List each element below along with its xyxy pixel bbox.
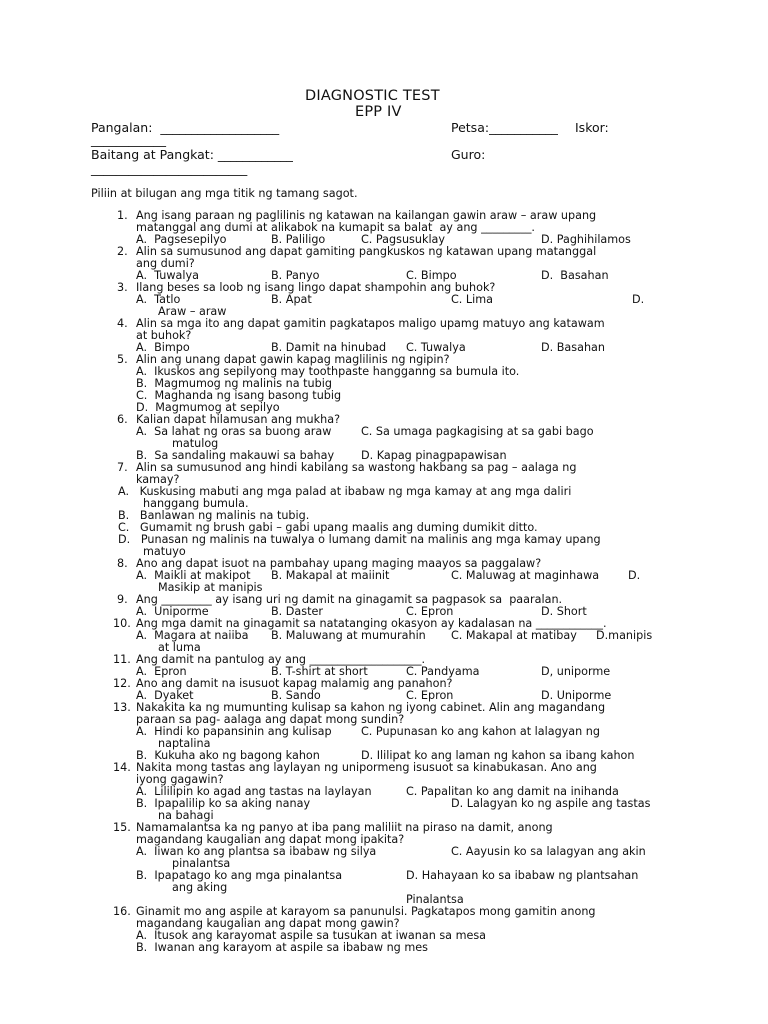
iskor-label: Iskor:	[575, 120, 609, 135]
question-number: 15.	[113, 821, 131, 834]
choice-b: B. Apat	[271, 293, 312, 306]
question-number: 2.	[117, 245, 128, 258]
question-text: Alin sa sumusunod ang hindi kabilang sa wastong hakbang sa pag – aalaga ng	[136, 461, 577, 474]
question-text: Ano ang damit na isusuot kapag malamig ang panahon?	[136, 677, 453, 690]
question-number: 11.	[113, 653, 131, 666]
choice-a: A. Dyaket	[136, 689, 194, 702]
choice-d: D. Paghihilamos	[541, 233, 631, 246]
choice-c: C. Epron	[406, 605, 454, 618]
choice-c: C. Maluwag at maginhawa	[451, 569, 600, 582]
choice-b: B. Maluwang at mumurahin	[271, 629, 426, 642]
choice-c-continued: naptalina	[158, 737, 211, 750]
choice-b: B. Daster	[271, 605, 323, 618]
choice-b: B. Kukuha ako ng bagong kahon	[136, 749, 320, 762]
choice-d-continued: matuyo	[143, 545, 186, 558]
question-text: matanggal ang dumi at alikabok na kumapit sa balat ay ang _________.	[136, 221, 535, 234]
question-number: 4.	[117, 317, 128, 330]
choice-b: B. Magmumog ng malinis na tubig	[136, 377, 332, 390]
question-text: at buhok?	[136, 329, 192, 342]
choice-a: A. Hindi ko papansinin ang kulisap	[136, 725, 332, 738]
question-text: paraan sa pag- aalaga ang dapat mong sundin?	[136, 713, 405, 726]
choice-c: C. Sa umaga pagkagising at sa gabi bago	[361, 425, 594, 438]
question-text: Ano ang dapat isuot na pambahay upang maging maayos sa paggalaw?	[136, 557, 542, 570]
choice-a: A. Tatlo	[136, 293, 181, 306]
choice-a: A. Pagsesepilyo	[136, 233, 227, 246]
choice-b: B. Ipapatago ko ang mga pinalantsa	[136, 869, 343, 882]
choice-c: C. Pandyama	[406, 665, 480, 678]
choice-b: B. T-shirt at short	[271, 665, 368, 678]
question-text: Kalian dapat hilamusan ang mukha?	[136, 413, 341, 426]
choice-a-continued: hanggang bumula.	[143, 497, 249, 510]
question-text: kamay?	[136, 473, 180, 486]
petsa-field: Petsa:___________	[451, 120, 558, 135]
question-text: iyong gagawin?	[136, 773, 224, 786]
question-number: 10.	[113, 617, 131, 630]
choice-a: A. Maikli at makipot	[136, 569, 251, 582]
choice-d: D. Basahan	[541, 269, 609, 282]
question-text: Nakakita ka ng mumunting kulisap sa kahon ng iyong cabinet. Alin ang magandang	[136, 701, 606, 714]
choice-d-continued: at luma	[158, 641, 201, 654]
question-number: 9.	[117, 593, 128, 606]
choice-c: C. Tuwalya	[406, 341, 466, 354]
choice-d: D, uniporme	[541, 665, 611, 678]
choice-d: D. Ililipat ko ang laman ng kahon sa ibang kahon	[361, 749, 635, 762]
choice-a: A. Ikuskos ang sepilyong may toothpaste hangganng sa bumula ito.	[136, 365, 520, 378]
choice-b: B. Sa sandaling makauwi sa bahay	[136, 449, 335, 462]
choice-d: D. Hahayaan ko sa ibabaw ng plantsahan	[406, 869, 639, 882]
choice-b-continued: ang aking	[172, 881, 228, 894]
iskor-line: ____________	[91, 132, 166, 147]
choice-a: A. Tuwalya	[136, 269, 199, 282]
question-text: Alin sa sumusunod ang dapat gamiting pangkuskos ng katawan upang matanggal	[136, 245, 597, 258]
choice-d: D. Short	[541, 605, 587, 618]
question-text: magandang kaugalian ang dapat mong ipakita?	[136, 833, 405, 846]
choice-d-continued: Araw – araw	[158, 305, 227, 318]
question-text: Alin sa mga ito ang dapat gamitin pagkatapos maligo upamg matuyo ang katawam	[136, 317, 605, 330]
choice-c-continued: matulog	[172, 437, 219, 450]
choice-d-continued: na bahagi	[158, 809, 214, 822]
choice-b: B. Paliligo	[271, 233, 326, 246]
question-text: Ang _________ ay isang uri ng damit na ginagamit sa pagpasok sa paaralan.	[136, 593, 563, 606]
choice-a: A. Iiwan ko ang plantsa sa ibabaw ng silya	[136, 845, 377, 858]
question-number: 8.	[117, 557, 128, 570]
question-text: Namamalantsa ka ng panyo at iba pang maliliit na piraso na damit, anong	[136, 821, 553, 834]
choice-d: D. Uniporme	[541, 689, 612, 702]
choice-a: A. Uniporme	[136, 605, 209, 618]
choice-b: B. Banlawan ng malinis na tubig.	[118, 509, 310, 522]
choice-a: A. Magara at naiiba	[136, 629, 249, 642]
choice-d: D.	[628, 569, 641, 582]
choice-a: A. Kuskusing mabuti ang mga palad at ibabaw ng mga kamay at ang mga daliri	[118, 485, 572, 498]
question-text: Ang isang paraan ng paglilinis ng katawan na kailangan gawin araw – araw upang	[136, 209, 597, 222]
choice-c: C. Lima	[451, 293, 494, 306]
choice-c: C. Pupunasan ko ang kahon at lalagyan ng	[361, 725, 600, 738]
choice-a: A. Itusok ang karayomat aspile sa tusukan at iwanan sa mesa	[136, 929, 487, 942]
question-text: magandang kaugalian ang dapat mong gawin?	[136, 917, 400, 930]
pangalan-field: Pangalan: ___________________	[91, 120, 280, 135]
choice-a: A. Sa lahat ng oras sa buong araw	[136, 425, 332, 438]
instructions: Piliin at bilugan ang mga titik ng tamang sagot.	[91, 187, 358, 200]
choice-d: D. Kapag pinagpapawisan	[361, 449, 507, 462]
question-text: Alin ang unang dapat gawin kapag maglilinis ng ngipin?	[136, 353, 450, 366]
choice-d: D. Lalagyan ko ng aspile ang tastas	[451, 797, 651, 810]
choice-c: C. Maghanda ng isang basong tubig	[136, 389, 342, 402]
choice-c: C. Epron	[406, 689, 454, 702]
choice-c: C. Bimpo	[406, 269, 457, 282]
choice-b: B. Sando	[271, 689, 321, 702]
choice-d: D.	[632, 293, 645, 306]
guro-line: _________________________	[91, 161, 248, 176]
question-number: 16.	[113, 905, 131, 918]
choice-d-continued: Masikip at manipis	[158, 581, 263, 594]
question-text: Ang mga damit na ginagamit sa natatanging okasyon ay kadalasan na ____________.	[136, 617, 607, 630]
choice-d: D. Magmumog at sepilyo	[136, 401, 280, 414]
choice-c: C. Makapal at matibay	[451, 629, 577, 642]
choice-b-continued: Pinalantsa	[406, 893, 464, 906]
question-text: Ilang beses sa loob ng isang lingo dapat shampohin ang buhok?	[136, 281, 496, 294]
question-text: Ginamit mo ang aspile at karayom sa panunulsi. Pagkatapos mong gamitin anong	[136, 905, 596, 918]
choice-c: C. Papalitan ko ang damit na inihanda	[406, 785, 619, 798]
question-text: Nakita mong tastas ang laylayan ng unipormeng isusuot sa kinabukasan. Ano ang	[136, 761, 597, 774]
question-number: 7.	[117, 461, 128, 474]
choice-b: B. Ipapalilip ko sa aking nanay	[136, 797, 311, 810]
document-title: DIAGNOSTIC TEST	[305, 88, 440, 104]
choice-c: C. Aayusin ko sa lalagyan ang akin	[451, 845, 646, 858]
question-number: 14.	[113, 761, 131, 774]
choice-a: A. Epron	[136, 665, 187, 678]
choice-c: C. Pagsusuklay	[361, 233, 446, 246]
choice-b: B. Damit na hinubad	[271, 341, 387, 354]
choice-c-continued: pinalantsa	[172, 857, 231, 870]
question-number: 13.	[113, 701, 131, 714]
choice-b: B. Iwanan ang karayom at aspile sa ibabaw ng mes	[136, 941, 428, 954]
choice-c: C. Gumamit ng brush gabi – gabi upang maalis ang duming dumikit ditto.	[118, 521, 538, 534]
choice-d: D.manipis	[596, 629, 653, 642]
choice-b: B. Panyo	[271, 269, 320, 282]
choice-d: D. Punasan ng malinis na tuwalya o lumang damit na malinis ang mga kamay upang	[118, 533, 601, 546]
question-number: 5.	[117, 353, 128, 366]
question-number: 1.	[117, 209, 128, 222]
question-number: 6.	[117, 413, 128, 426]
question-text: Ang damit na pantulog ay ang ____________________.	[136, 653, 426, 666]
choice-a: A. Bimpo	[136, 341, 190, 354]
document-subtitle: EPP IV	[355, 104, 402, 120]
choice-b: B. Makapal at maiinit	[271, 569, 390, 582]
question-number: 3.	[117, 281, 128, 294]
guro-label: Guro:	[451, 147, 486, 162]
choice-a: A. Lililipin ko agad ang tastas na laylayan	[136, 785, 372, 798]
baitang-field: Baitang at Pangkat: ____________	[91, 147, 293, 162]
question-text: ang dumi?	[136, 257, 195, 270]
choice-d: D. Basahan	[541, 341, 605, 354]
question-number: 12.	[113, 677, 131, 690]
